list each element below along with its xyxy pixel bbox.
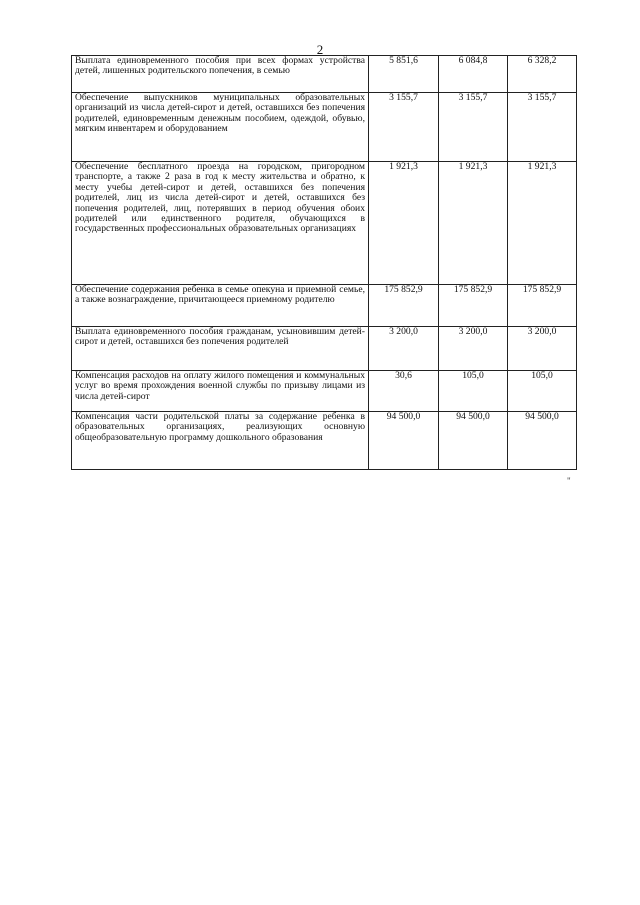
value-cell: 105,0	[508, 371, 577, 412]
value-cell: 3 200,0	[508, 327, 577, 371]
table-row	[72, 327, 577, 371]
value-cell: 1 921,3	[369, 162, 439, 285]
value-cell: 175 852,9	[508, 285, 577, 327]
table-row	[72, 285, 577, 327]
closing-quote-mark: "	[567, 476, 571, 486]
table-row	[72, 162, 577, 285]
value-cell: 30,6	[369, 371, 439, 412]
value-cell: 175 852,9	[439, 285, 508, 327]
table-row	[72, 93, 577, 162]
value-cell: 94 500,0	[369, 412, 439, 470]
value-cell: 3 200,0	[369, 327, 439, 371]
value-cell: 3 155,7	[369, 93, 439, 162]
value-cell: 105,0	[439, 371, 508, 412]
value-cell: 6 084,8	[439, 56, 508, 93]
table-row	[72, 412, 577, 470]
value-cell: 94 500,0	[439, 412, 508, 470]
table-row	[72, 56, 577, 93]
value-cell: 1 921,3	[508, 162, 577, 285]
row-description: Выплата единовременного пособия гражданам, усыновившим детей-сирот и детей, оставшихся без попечения родителей	[72, 327, 369, 371]
row-description: Выплата единовременного пособия при всех формах устройства детей, лишенных родительского попечения, в семью	[72, 56, 369, 93]
value-cell: 94 500,0	[508, 412, 577, 470]
budget-table	[71, 55, 577, 470]
row-description: Обеспечение выпускников муниципальных образовательных организаций из числа детей-сирот и детей, оставшихся без попечения родителей, единовременным денежным пособием, одеждой, обувью, мягким инвентарем и оборудованием	[72, 93, 369, 162]
row-description: Обеспечение бесплатного проезда на городском, пригородном транспорте, а также 2 раза в год к месту жительства и обратно, к месту учебы детей-сирот и детей, оставшихся без попечения родителей, лиц из числа детей-сирот и детей, оставшихся без попечения родителей, лиц, потерявших в период обучения обоих родителей или единственного родителя, обучающихся в государственных профессиональных образовательных организациях	[72, 162, 369, 285]
value-cell: 3 155,7	[439, 93, 508, 162]
value-cell: 3 155,7	[508, 93, 577, 162]
value-cell: 1 921,3	[439, 162, 508, 285]
value-cell: 6 328,2	[508, 56, 577, 93]
row-description: Компенсация расходов на оплату жилого помещения и коммунальных услуг во время прохождения военной службы по призыву лицами из числа детей-сирот	[72, 371, 369, 412]
row-description: Компенсация части родительской платы за содержание ребенка в образовательных организациях, реализующих основную общеобразовательную программу дошкольного образования	[72, 412, 369, 470]
value-cell: 175 852,9	[369, 285, 439, 327]
value-cell: 5 851,6	[369, 56, 439, 93]
table-row	[72, 371, 577, 412]
page-number: 2	[316, 42, 324, 57]
row-description: Обеспечение содержания ребенка в семье опекуна и приемной семье, а также вознаграждение, причитающееся приемному родителю	[72, 285, 369, 327]
value-cell: 3 200,0	[439, 327, 508, 371]
